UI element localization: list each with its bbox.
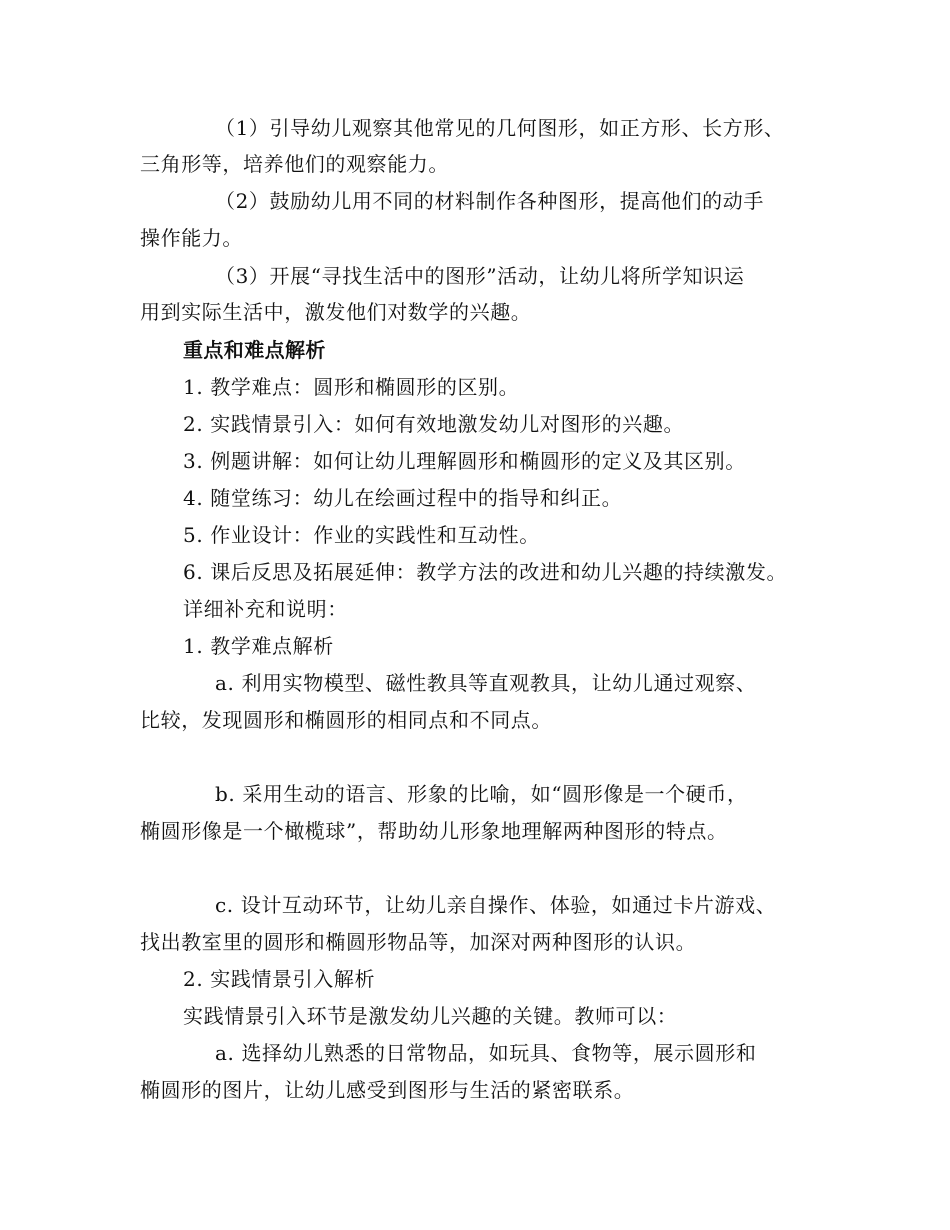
activity-item-2-line-1: （2）鼓励幼儿用不同的材料制作各种图形，提高他们的动手 [215, 189, 764, 213]
details-part-1-b-line-1: b. 采用生动的语言、形象的比喻，如“圆形像是一个硬币， [215, 782, 748, 806]
details-part-1-c-line-1: c. 设计互动环节，让幼儿亲自操作、体验，如通过卡片游戏、 [215, 893, 777, 917]
key-points-heading: 重点和难点解析 [183, 338, 326, 362]
key-point-item: 4. 随堂练习：幼儿在绘画过程中的指导和纠正。 [183, 486, 623, 510]
activity-item-1-line-2: 三角形等，培养他们的观察能力。 [140, 152, 449, 176]
activity-item-3-line-1: （3）开展“寻找生活中的图形”活动，让幼儿将所学知识运 [215, 264, 745, 288]
details-part-2-a-line-1: a. 选择幼儿熟悉的日常物品，如玩具、食物等，展示圆形和 [215, 1041, 757, 1065]
details-part-1-a-line-2: 比较，发现圆形和椭圆形的相同点和不同点。 [140, 708, 552, 732]
details-part-2-title: 2. 实践情景引入解析 [183, 967, 376, 991]
details-part-1-title: 1. 教学难点解析 [183, 634, 334, 658]
key-point-item: 1. 教学难点：圆形和椭圆形的区别。 [183, 375, 520, 399]
details-heading: 详细补充和说明： [183, 597, 348, 621]
key-point-item: 2. 实践情景引入：如何有效地激发幼儿对图形的兴趣。 [183, 412, 685, 436]
key-point-item: 6. 课后反思及拓展延伸：教学方法的改进和幼儿兴趣的持续激发。 [183, 560, 788, 584]
details-part-2-a-line-2: 椭圆形的图片，让幼儿感受到图形与生活的紧密联系。 [140, 1078, 635, 1102]
activity-item-2-line-2: 操作能力。 [140, 226, 243, 250]
activity-item-3-line-2: 用到实际生活中，激发他们对数学的兴趣。 [140, 300, 532, 324]
key-point-item: 5. 作业设计：作业的实践性和互动性。 [183, 523, 540, 547]
details-part-1-c-line-2: 找出教室里的圆形和椭圆形物品等，加深对两种图形的认识。 [140, 930, 697, 954]
key-point-item: 3. 例题讲解：如何让幼儿理解圆形和椭圆形的定义及其区别。 [183, 449, 746, 473]
details-part-1-b-line-2: 椭圆形像是一个橄榄球”，帮助幼儿形象地理解两种图形的特点。 [140, 819, 728, 843]
details-part-2-intro: 实践情景引入环节是激发幼儿兴趣的关键。教师可以： [183, 1004, 678, 1028]
activity-item-1-line-1: （1）引导幼儿观察其他常见的几何图形，如正方形、长方形、 [215, 116, 785, 140]
details-part-1-a-line-1: a. 利用实物模型、磁性教具等直观教具，让幼儿通过观察、 [215, 671, 757, 695]
